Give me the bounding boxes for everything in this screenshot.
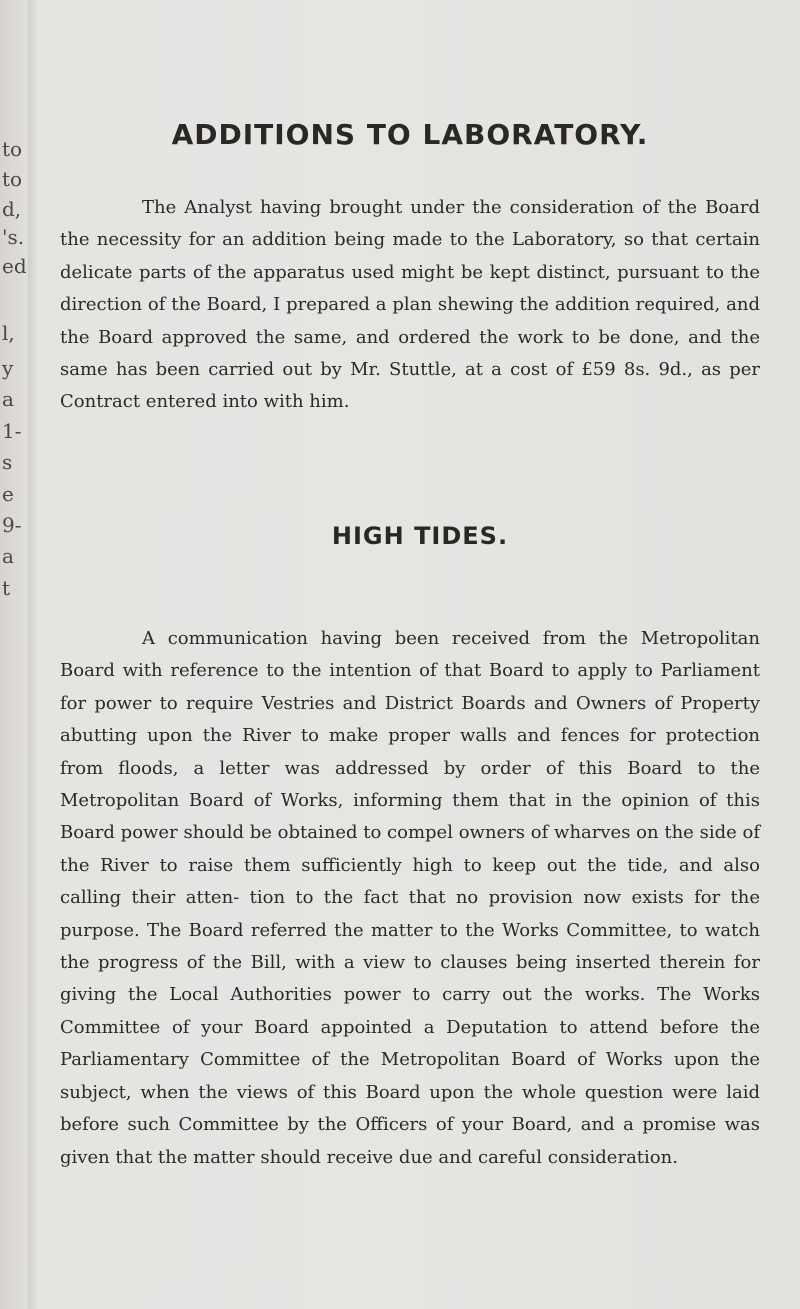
margin-fragment: a xyxy=(2,544,14,568)
section-paragraph-additions-to-laboratory: The Analyst having brought under the consideration of the Board the necessity for an addition being made to the Laboratory, so that certain delicate parts of the apparatus used might be kept distinct, pursuant to the direction of the Board, I prepared a plan shewing the addition required, and the Board approved the same, and ordered the work to be done, and the same has been carried out by Mr. Stuttle, at a cost of £59 8s. 9d., as per Contract entered into with him. xyxy=(60,197,760,413)
margin-fragment: ed xyxy=(2,254,27,278)
margin-fragment: a xyxy=(2,387,14,411)
margin-fragment: to xyxy=(2,167,23,191)
section-heading-high-tides: HIGH TIDES. xyxy=(331,522,509,550)
section-heading-additions-to-laboratory: ADDITIONS TO LABORATORY. xyxy=(171,118,649,151)
margin-fragment: t xyxy=(2,576,11,600)
margin-fragment: to xyxy=(2,137,23,161)
binding-shadow xyxy=(28,0,38,1309)
margin-fragment: 1- xyxy=(2,419,22,443)
margin-fragment: 's. xyxy=(2,225,25,249)
margin-fragment: d, xyxy=(2,197,22,221)
margin-fragment: e xyxy=(2,482,14,506)
margin-fragments xyxy=(0,0,27,1309)
margin-fragment: l, xyxy=(2,321,15,345)
section-paragraph-high-tides: A communication having been received from the Metropolitan Board with reference to the intention of that Board to apply to Parliament for power to require Vestries and District Boards and Owners of Property abutting upon the River to make proper walls and fences for protection from floods, a letter was addressed by order of this Board to the Metropolitan Board of Works, informing them that in the opinion of this Board power should be obtained to compel owners of wharves on the side of the River to raise them sufficiently high to keep out the tide, and also calling their atten- tion to the fact that no provision now exists for the purpose. The Board referred the matter to the Works Committee, to watch the progress of the Bill, with a view to clauses being inserted therein for giving the Local Authorities power to carry out the works. The Works Committee of your Board appointed a Deputation to attend before the Parliamentary Committee of the Metropolitan Board of Works upon the subject, when the views of this Board upon the whole question were laid before such Committee by the Officers of your Board, and a promise was given that the matter should receive due and careful consideration. xyxy=(60,628,760,1168)
margin-fragment: y xyxy=(2,356,14,380)
margin-fragment: s xyxy=(2,450,13,474)
margin-fragment: 9- xyxy=(2,513,22,537)
